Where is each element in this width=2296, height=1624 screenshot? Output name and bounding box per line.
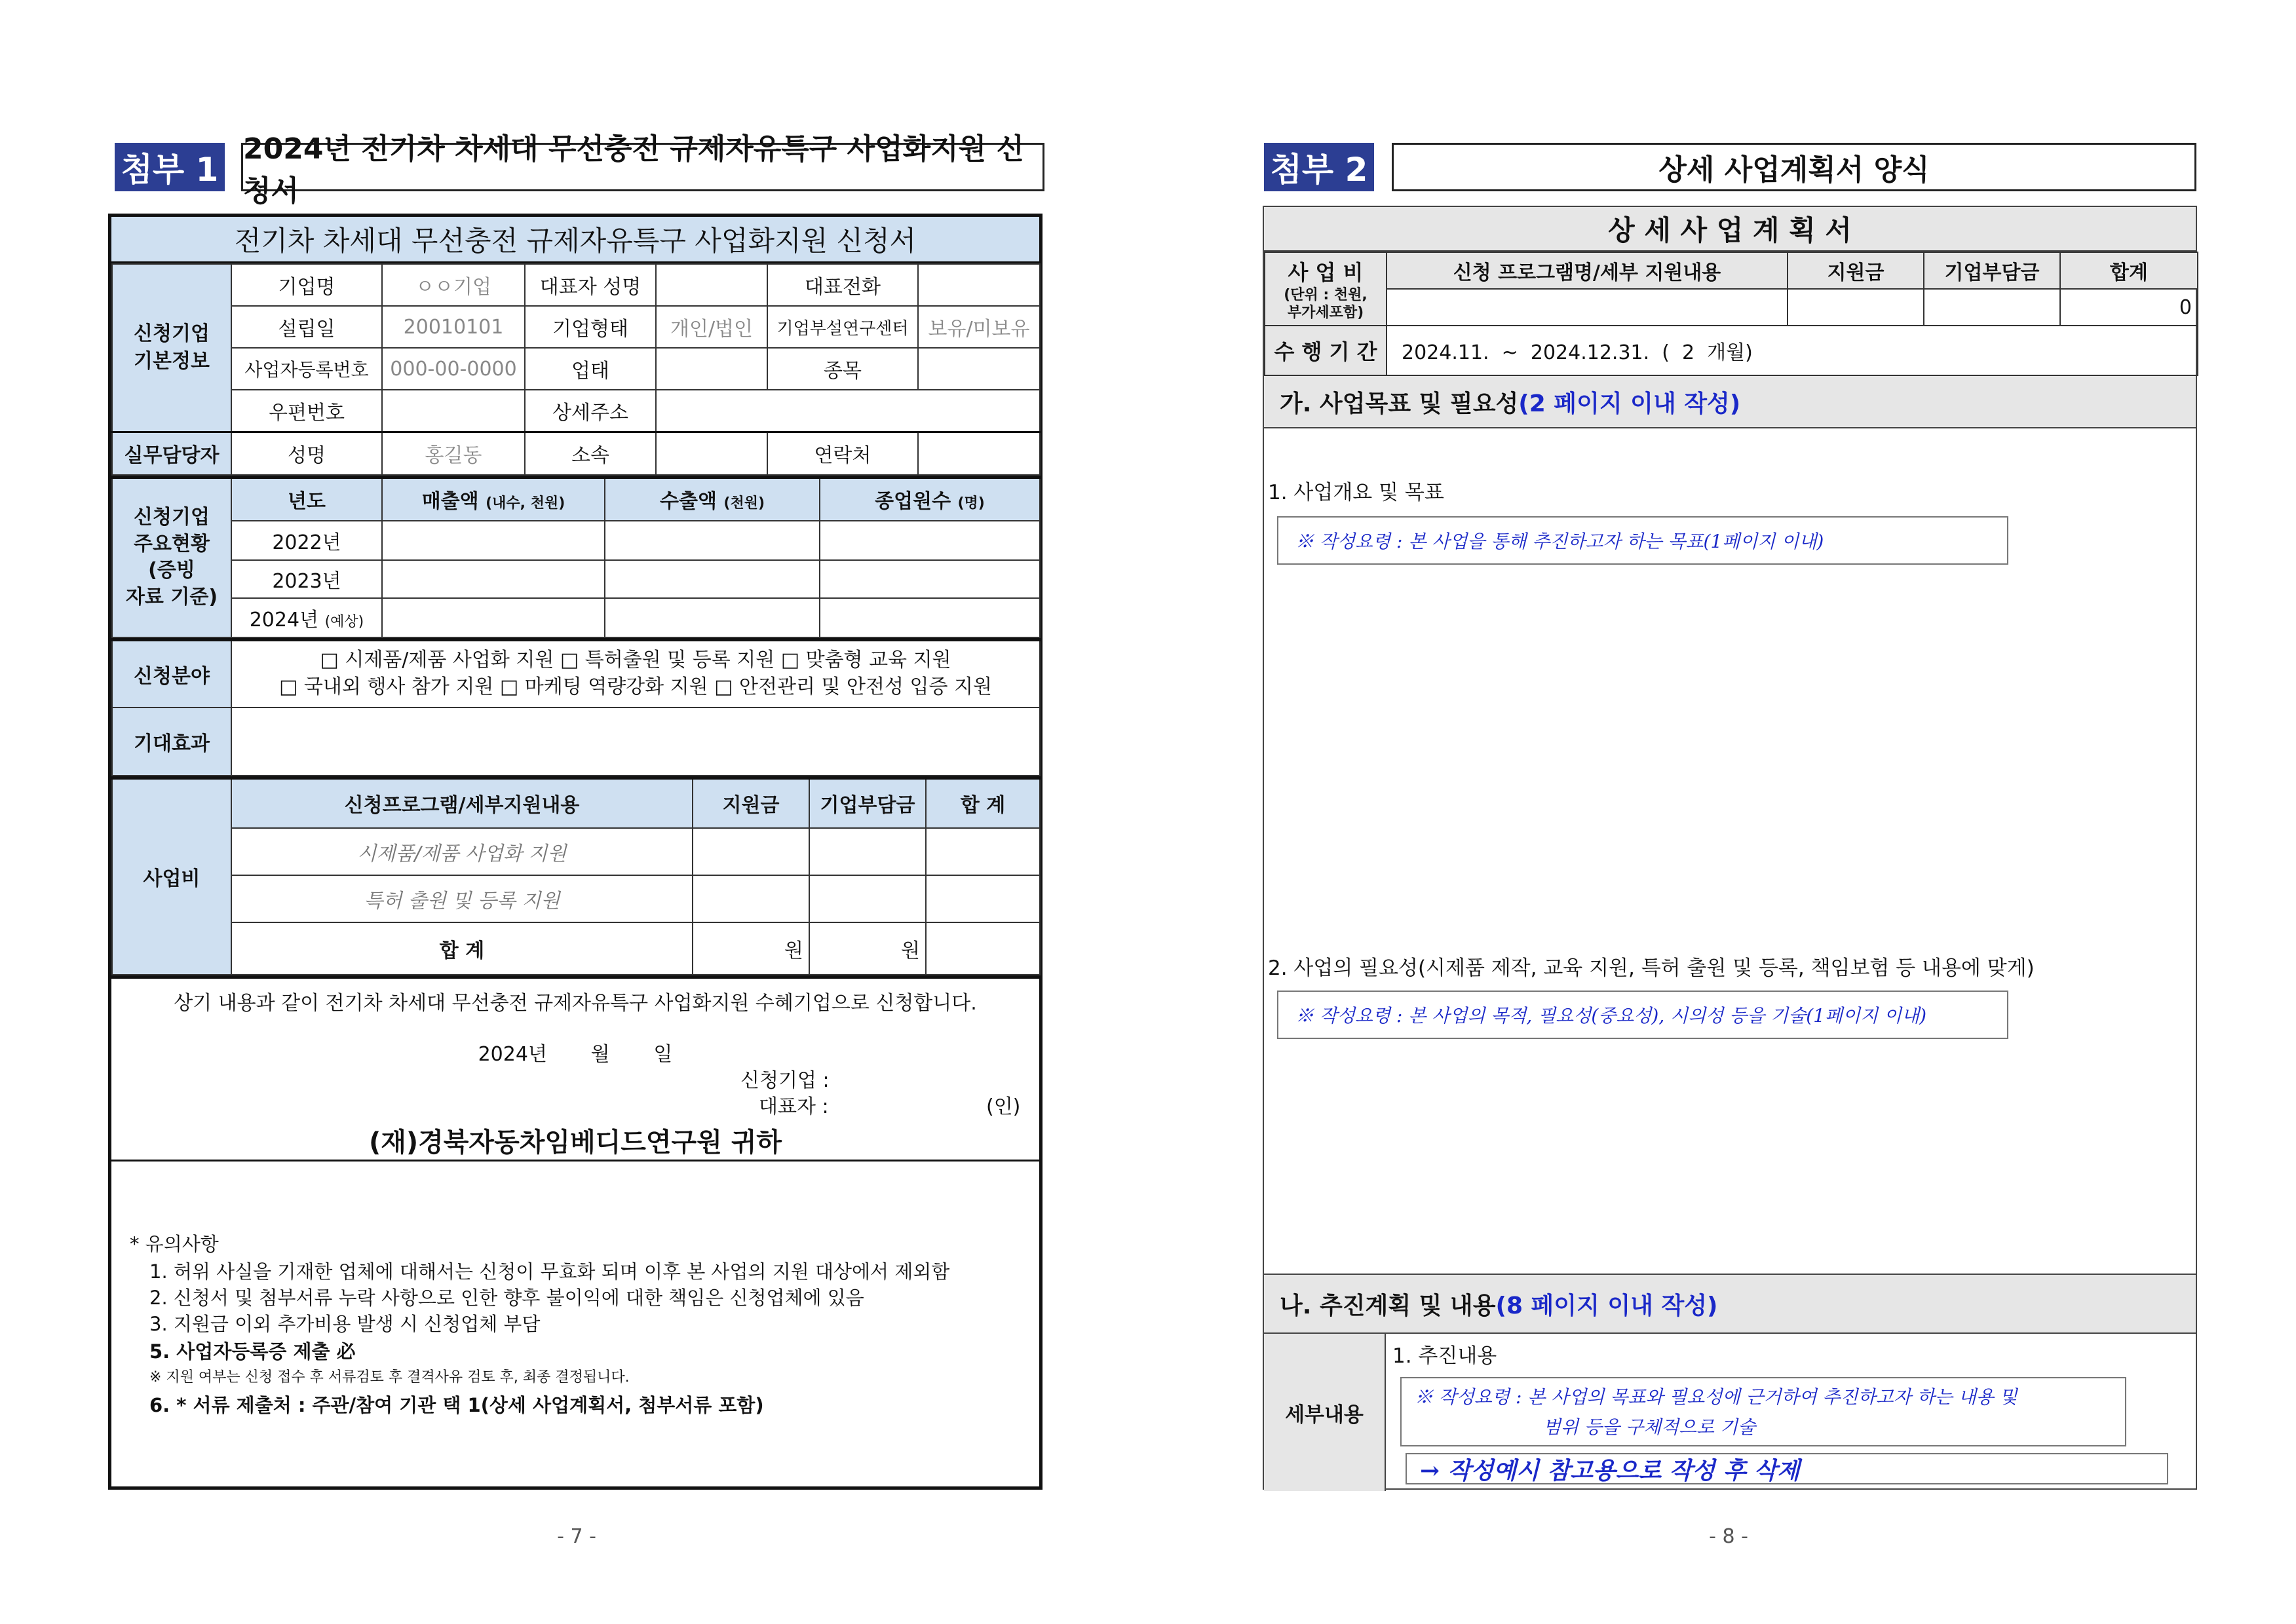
field-label: 신청분야 [112,639,231,708]
contact-phone-label: 연락처 [767,432,918,475]
cost-sum-total[interactable] [926,922,1040,975]
plan-cost-label: 사 업 비 (단위 : 천원, 부가세포함) [1265,252,1387,326]
founded-label: 설립일 [231,306,382,348]
plan-program-input[interactable] [1387,289,1788,326]
business-type-label: 업태 [525,348,656,390]
staff-input[interactable] [820,560,1040,598]
note-5: 5. 사업자등록증 제출 必 [149,1340,356,1363]
cost-row-patent: 특허 출원 및 등록 지원 [231,875,693,922]
right-page-title: 상세 사업계획서 양식 [1392,143,2196,191]
zip-input[interactable] [382,390,525,432]
field-options-line-1[interactable]: □ 시제품/제품 사업화 지원 □ 특허출원 및 등록 지원 □ 맞춤형 교육 지원 [320,649,951,672]
company-status-label: 신청기업 주요현황 (증빙 자료 기준) [112,478,231,637]
address-input[interactable] [656,390,1040,432]
cost-sum-label: 합 계 [231,922,693,975]
basic-info-label: 신청기업 기본정보 [112,264,231,432]
plan-support-input[interactable] [1788,289,1924,326]
declaration-text: 상기 내용과 같이 전기차 차세대 무선충전 규제자유특구 사업화지원 수혜기업으로 신청합니다. [174,991,977,1015]
sales-input[interactable] [382,598,605,637]
founded-value[interactable]: 20010101 [382,306,525,348]
effect-input[interactable] [231,708,1040,776]
note-sub: ※ 지원 여부는 신청 접수 후 서류검토 후 결격사유 검토 후, 최종 결정됩니다. [149,1369,630,1386]
address-label: 상세주소 [525,390,656,432]
recipient: (재)경북자동차임베디드연구원 귀하 [368,1127,782,1158]
status-year-2022: 2022년 [231,521,382,560]
sales-header: 매출액 (내수, 천원) [382,478,605,521]
effect-label: 기대효과 [112,708,231,776]
section-b-item-1: 1. 추진내용 [1392,1344,1497,1368]
attachment-1-tag: 첨부 1 [115,143,225,191]
plan-period-value[interactable]: 2024.11. ~ 2024.12.31. ( 2 개월) [1387,326,2198,375]
contact-dept-input[interactable] [656,432,767,475]
page-number-8: - 8 - [1709,1525,1748,1548]
cost-sum-support[interactable]: 원 [693,922,809,975]
plan-total-value[interactable]: 0 [2060,289,2198,326]
research-center-label: 기업부설연구센터 [767,306,918,348]
cost-row-prototype: 시제품/제품 사업화 지원 [231,828,693,875]
section-a-note-2: ※ 작성요령 : 본 사업의 목적, 필요성(중요성), 시의성 등을 기술(1페이지 이내) [1277,991,2008,1039]
sales-input[interactable] [382,521,605,560]
contact-name-value[interactable]: 홍길동 [382,432,525,475]
business-plan-form [1263,206,2197,1490]
cost-total-input[interactable] [926,828,1040,875]
phone-input[interactable] [918,264,1040,306]
declaration-section [111,975,1039,1160]
cost-label: 사업비 [112,778,231,975]
business-number-value[interactable]: 000-00-0000 [382,348,525,390]
field-options-line-2[interactable]: □ 국내외 행사 참가 지원 □ 마케팅 역량강화 지원 □ 안전관리 및 안전성 입증 지원 [279,675,992,698]
section-b-header: 나. 추진계획 및 내용 (8 페이지 이내 작성) [1264,1275,2196,1334]
contact-name-label: 성명 [231,432,382,475]
company-name-label: 기업명 [231,264,382,306]
application-form-title: 전기차 차세대 무선충전 규제자유특구 사업화지원 신청서 [111,217,1039,263]
plan-period-label: 수 행 기 간 [1265,326,1387,375]
staff-input[interactable] [820,521,1040,560]
declaration-date: 2024년 월 일 [478,1042,673,1066]
export-input[interactable] [605,560,820,598]
company-type-value[interactable]: 개인/법인 [656,306,767,348]
cost-total-input[interactable] [926,875,1040,922]
contact-dept-label: 소속 [525,432,656,475]
business-item-label: 종목 [767,348,918,390]
plan-support-header: 지원금 [1788,252,1924,289]
cost-support-header: 지원금 [693,778,809,828]
ceo-name-input[interactable] [656,264,767,306]
ceo-name-label: 대표자 성명 [525,264,656,306]
export-header: 수출액 (천원) [605,478,820,521]
research-center-value[interactable]: 보유/미보유 [918,306,1040,348]
status-year-2024: 2024년 (예상) [231,598,382,637]
example-delete-note: → 작성예시 참고용으로 작성 후 삭제 [1406,1453,2168,1484]
section-a-header: 가. 사업목표 및 필요성 (2 페이지 이내 작성) [1264,376,2196,428]
sales-input[interactable] [382,560,605,598]
representative-label: 대표자 : [759,1095,829,1118]
cost-support-input[interactable] [693,828,809,875]
field-checkboxes[interactable] [231,639,1040,708]
cost-table [111,776,1041,975]
seal-label: (인) [986,1095,1021,1118]
cost-sum-burden[interactable]: 원 [809,922,926,975]
note-3: 3. 지원금 이외 추가비용 발생 시 신청업체 부담 [149,1312,541,1335]
status-year-2023: 2023년 [231,560,382,598]
business-plan-form-title: 상 세 사 업 계 획 서 [1264,207,2196,252]
company-status-table [111,476,1041,638]
year-header: 년도 [231,478,382,521]
cost-burden-input[interactable] [809,828,926,875]
left-page-title: 2024년 전기차 차세대 무선충전 규제자유특구 사업화지원 신청서 [241,143,1044,191]
note-6: 6. * 서류 제출처 : 주관/참여 기관 택 1(상세 사업계획서, 첨부서류 포함) [149,1393,764,1416]
note-1: 1. 허위 사실을 기재한 업체에 대해서는 신청이 무효화 되며 이후 본 사업의 지원 대상에서 제외함 [149,1260,950,1283]
export-input[interactable] [605,521,820,560]
application-form [108,214,1043,1490]
business-type-input[interactable] [656,348,767,390]
plan-program-header: 신청 프로그램명/세부 지원내용 [1387,252,1788,289]
notes-heading: * 유의사항 [130,1232,219,1255]
cost-burden-input[interactable] [809,875,926,922]
section-a-item-2: 2. 사업의 필요성(시제품 제작, 교육 지원, 특허 출원 및 등록, 책임보험 등 내용에 맞게) [1268,956,2035,980]
section-a-note-1: ※ 작성요령 : 본 사업을 통해 추진하고자 하는 목표(1페이지 이내) [1277,516,2008,565]
cost-burden-header: 기업부담금 [809,778,926,828]
staff-header: 종업원수 (명) [820,478,1040,521]
section-b-note: ※ 작성요령 : 본 사업의 목표와 필요성에 근거하여 추진하고자 하는 내용 및 범위 등을 구체적으로 기술 [1400,1377,2126,1446]
notes-section [111,1160,1039,1486]
company-name-value[interactable]: ㅇㅇ기업 [382,264,525,306]
section-b-body [1264,1334,2196,1491]
page-number-7: - 7 - [557,1525,596,1548]
basic-info-table [111,263,1041,476]
zip-label: 우편번호 [231,390,382,432]
plan-burden-input[interactable] [1924,289,2060,326]
applicant-label: 신청기업 : [740,1068,830,1092]
contact-label: 실무담당자 [112,432,231,475]
attachment-2-tag: 첨부 2 [1264,143,1374,191]
plan-burden-header: 기업부담금 [1924,252,2060,289]
cost-total-header: 합 계 [926,778,1040,828]
cost-program-header: 신청프로그램/세부지원내용 [231,778,693,828]
plan-cost-table [1264,252,2198,376]
export-input[interactable] [605,598,820,637]
contact-phone-input[interactable] [918,432,1040,475]
plan-total-header: 합계 [2060,252,2198,289]
staff-input[interactable] [820,598,1040,637]
section-a-item-1: 1. 사업개요 및 목표 [1268,481,1444,504]
field-table [111,638,1041,777]
company-type-label: 기업형태 [525,306,656,348]
phone-label: 대표전화 [767,264,918,306]
detail-content-label: 세부내용 [1264,1334,1386,1491]
cost-support-input[interactable] [693,875,809,922]
business-item-input[interactable] [918,348,1040,390]
business-number-label: 사업자등록번호 [231,348,382,390]
note-2: 2. 신청서 및 첨부서류 누락 사항으로 인한 향후 불이익에 대한 책임은 신청업체에 있음 [149,1286,864,1309]
section-a-body[interactable] [1264,428,2196,1275]
